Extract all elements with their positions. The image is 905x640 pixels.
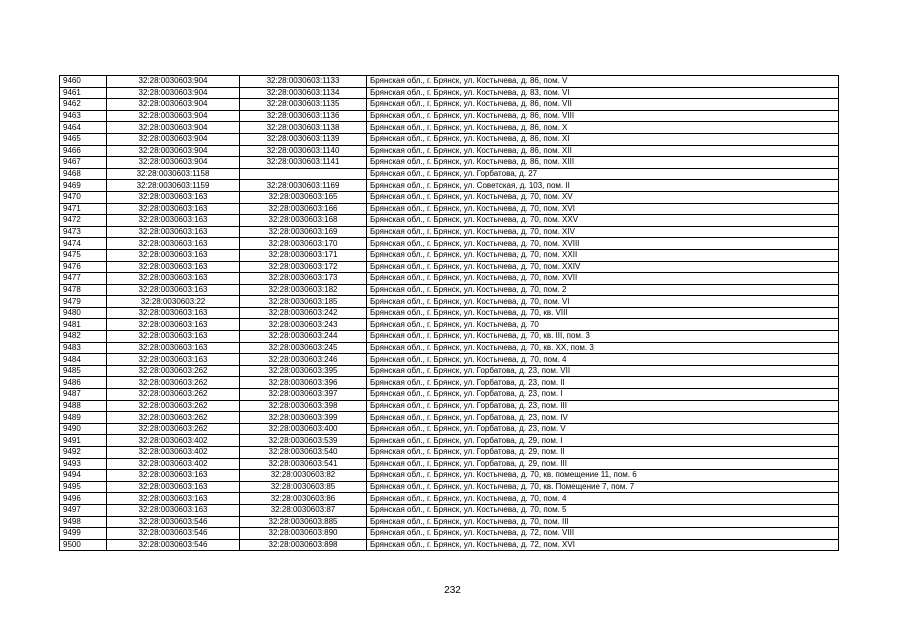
table-row <box>60 423 839 435</box>
address-cell: Брянская обл., г. Брянск, ул. Костычева, д. 86, пом. XI <box>367 133 839 145</box>
table-row <box>60 203 839 215</box>
parent-cadastral-number-cell: 32:28:0030603:546 <box>107 516 240 528</box>
row-number-cell: 9474 <box>60 238 107 250</box>
table-row <box>60 377 839 389</box>
table-row <box>60 400 839 412</box>
address-cell: Брянская обл., г. Брянск, ул. Костычева, д. 70 <box>367 319 839 331</box>
table-row <box>60 122 839 134</box>
parent-cadastral-number-cell: 32:28:0030603:163 <box>107 226 240 238</box>
cadastral-number-cell: 32:28:0030603:172 <box>240 261 367 273</box>
address-cell: Брянская обл., г. Брянск, ул. Костычева, д. 70, пом. XXIV <box>367 261 839 273</box>
address-cell: Брянская обл., г. Брянск, ул. Горбатова, д. 29, пом. II <box>367 447 839 459</box>
parent-cadastral-number-cell: 32:28:0030603:163 <box>107 191 240 203</box>
parent-cadastral-number-cell: 32:28:0030603:904 <box>107 99 240 111</box>
row-number-cell: 9479 <box>60 296 107 308</box>
table-row <box>60 238 839 250</box>
row-number-cell: 9497 <box>60 504 107 516</box>
table-row <box>60 458 839 470</box>
row-number-cell: 9469 <box>60 180 107 192</box>
address-cell: Брянская обл., г. Брянск, ул. Горбатова, д. 23, пом. I <box>367 389 839 401</box>
cadastral-number-cell: 32:28:0030603:168 <box>240 215 367 227</box>
row-number-cell: 9467 <box>60 157 107 169</box>
parent-cadastral-number-cell: 32:28:0030603:163 <box>107 273 240 285</box>
table-row <box>60 157 839 169</box>
table-row <box>60 365 839 377</box>
parent-cadastral-number-cell: 32:28:0030603:163 <box>107 354 240 366</box>
cadastral-number-cell: 32:28:0030603:173 <box>240 273 367 285</box>
cadastral-number-cell: 32:28:0030603:82 <box>240 470 367 482</box>
table-row <box>60 342 839 354</box>
cadastral-number-cell: 32:28:0030603:1133 <box>240 76 367 88</box>
parent-cadastral-number-cell: 32:28:0030603:163 <box>107 249 240 261</box>
table-body <box>60 76 839 551</box>
parent-cadastral-number-cell: 32:28:0030603:1158 <box>107 168 240 180</box>
row-number-cell: 9498 <box>60 516 107 528</box>
parent-cadastral-number-cell: 32:28:0030603:163 <box>107 203 240 215</box>
parent-cadastral-number-cell: 32:28:0030603:262 <box>107 389 240 401</box>
address-cell: Брянская обл., г. Брянск, ул. Костычева, д. 86, пом. VII <box>367 99 839 111</box>
row-number-cell: 9468 <box>60 168 107 180</box>
address-cell: Брянская обл., г. Брянск, ул. Костычева, д. 86, пом. XII <box>367 145 839 157</box>
cadastral-number-cell: 32:28:0030603:397 <box>240 389 367 401</box>
address-cell: Брянская обл., г. Брянск, ул. Костычева, д. 70, кв. помещение 11, пом. 6 <box>367 470 839 482</box>
table-row <box>60 133 839 145</box>
table-row <box>60 481 839 493</box>
cadastral-number-cell: 32:28:0030603:1140 <box>240 145 367 157</box>
table-row <box>60 470 839 482</box>
table-row <box>60 191 839 203</box>
cadastral-number-cell: 32:28:0030603:540 <box>240 447 367 459</box>
cadastral-number-cell: 32:28:0030603:87 <box>240 504 367 516</box>
table-row <box>60 307 839 319</box>
cadastral-registry-table <box>59 75 839 551</box>
address-cell: Брянская обл., г. Брянск, ул. Костычева, д. 70, кв. III, пом. 3 <box>367 331 839 343</box>
address-cell: Брянская обл., г. Брянск, ул. Горбатова, д. 23, пом. IV <box>367 412 839 424</box>
table-row <box>60 273 839 285</box>
address-cell: Брянская обл., г. Брянск, ул. Костычева, д. 70, пом. III <box>367 516 839 528</box>
table-row <box>60 447 839 459</box>
row-number-cell: 9495 <box>60 481 107 493</box>
address-cell: Брянская обл., г. Брянск, ул. Костычева, д. 70, пом. 4 <box>367 354 839 366</box>
parent-cadastral-number-cell: 32:28:0030603:163 <box>107 493 240 505</box>
cadastral-number-cell: 32:28:0030603:890 <box>240 528 367 540</box>
table-row <box>60 528 839 540</box>
parent-cadastral-number-cell: 32:28:0030603:262 <box>107 377 240 389</box>
address-cell: Брянская обл., г. Брянск, ул. Горбатова, д. 23, пом. III <box>367 400 839 412</box>
table-row <box>60 168 839 180</box>
row-number-cell: 9477 <box>60 273 107 285</box>
row-number-cell: 9490 <box>60 423 107 435</box>
parent-cadastral-number-cell: 32:28:0030603:163 <box>107 319 240 331</box>
table-row <box>60 215 839 227</box>
address-cell: Брянская обл., г. Брянск, ул. Костычева, д. 70, кв. VIII <box>367 307 839 319</box>
parent-cadastral-number-cell: 32:28:0030603:904 <box>107 87 240 99</box>
row-number-cell: 9463 <box>60 110 107 122</box>
table-row <box>60 284 839 296</box>
cadastral-number-cell: 32:28:0030603:539 <box>240 435 367 447</box>
cadastral-number-cell: 32:28:0030603:400 <box>240 423 367 435</box>
address-cell: Брянская обл., г. Брянск, ул. Костычева, д. 70, пом. XXII <box>367 249 839 261</box>
row-number-cell: 9470 <box>60 191 107 203</box>
row-number-cell: 9487 <box>60 389 107 401</box>
cadastral-number-cell: 32:28:0030603:1141 <box>240 157 367 169</box>
parent-cadastral-number-cell: 32:28:0030603:904 <box>107 133 240 145</box>
cadastral-number-cell: 32:28:0030603:185 <box>240 296 367 308</box>
cadastral-number-cell: 32:28:0030603:395 <box>240 365 367 377</box>
cadastral-number-cell: 32:28:0030603:1134 <box>240 87 367 99</box>
parent-cadastral-number-cell: 32:28:0030603:163 <box>107 238 240 250</box>
row-number-cell: 9489 <box>60 412 107 424</box>
row-number-cell: 9500 <box>60 539 107 551</box>
row-number-cell: 9464 <box>60 122 107 134</box>
table-row <box>60 539 839 551</box>
row-number-cell: 9462 <box>60 99 107 111</box>
address-cell: Брянская обл., г. Брянск, ул. Костычева, д. 86, пом. VIII <box>367 110 839 122</box>
address-cell: Брянская обл., г. Брянск, ул. Костычева, д. 70, кв. XX, пом. 3 <box>367 342 839 354</box>
parent-cadastral-number-cell: 32:28:0030603:262 <box>107 412 240 424</box>
cadastral-number-cell: 32:28:0030603:169 <box>240 226 367 238</box>
row-number-cell: 9485 <box>60 365 107 377</box>
table-row <box>60 389 839 401</box>
address-cell: Брянская обл., г. Брянск, ул. Костычева, д. 70, пом. XVII <box>367 273 839 285</box>
row-number-cell: 9483 <box>60 342 107 354</box>
row-number-cell: 9461 <box>60 87 107 99</box>
address-cell: Брянская обл., г. Брянск, ул. Костычева, д. 83, пом. VI <box>367 87 839 99</box>
row-number-cell: 9488 <box>60 400 107 412</box>
address-cell: Брянская обл., г. Брянск, ул. Горбатова, д. 23, пом. VII <box>367 365 839 377</box>
address-cell: Брянская обл., г. Брянск, ул. Костычева, д. 70, пом. XIV <box>367 226 839 238</box>
cadastral-number-cell: 32:28:0030603:242 <box>240 307 367 319</box>
row-number-cell: 9481 <box>60 319 107 331</box>
address-cell: Брянская обл., г. Брянск, ул. Костычева, д. 72, пом. VIII <box>367 528 839 540</box>
table-row <box>60 296 839 308</box>
address-cell: Брянская обл., г. Брянск, ул. Костычева, д. 70, пом. VI <box>367 296 839 308</box>
table-row <box>60 435 839 447</box>
row-number-cell: 9494 <box>60 470 107 482</box>
table-row <box>60 331 839 343</box>
row-number-cell: 9465 <box>60 133 107 145</box>
row-number-cell: 9476 <box>60 261 107 273</box>
table-row <box>60 145 839 157</box>
cadastral-number-cell: 32:28:0030603:398 <box>240 400 367 412</box>
cadastral-number-cell: 32:28:0030603:244 <box>240 331 367 343</box>
table-row <box>60 110 839 122</box>
parent-cadastral-number-cell: 32:28:0030603:262 <box>107 423 240 435</box>
page-number: 232 <box>444 585 461 596</box>
cadastral-number-cell <box>240 168 367 180</box>
table-row <box>60 504 839 516</box>
row-number-cell: 9475 <box>60 249 107 261</box>
cadastral-number-cell: 32:28:0030603:170 <box>240 238 367 250</box>
parent-cadastral-number-cell: 32:28:0030603:904 <box>107 76 240 88</box>
row-number-cell: 9471 <box>60 203 107 215</box>
row-number-cell: 9493 <box>60 458 107 470</box>
cadastral-number-cell: 32:28:0030603:1169 <box>240 180 367 192</box>
parent-cadastral-number-cell: 32:28:0030603:22 <box>107 296 240 308</box>
table-row <box>60 249 839 261</box>
table-row <box>60 516 839 528</box>
row-number-cell: 9466 <box>60 145 107 157</box>
address-cell: Брянская обл., г. Брянск, ул. Советская, д. 103, пом. II <box>367 180 839 192</box>
parent-cadastral-number-cell: 32:28:0030603:904 <box>107 110 240 122</box>
parent-cadastral-number-cell: 32:28:0030603:1159 <box>107 180 240 192</box>
cadastral-number-cell: 32:28:0030603:171 <box>240 249 367 261</box>
cadastral-number-cell: 32:28:0030603:898 <box>240 539 367 551</box>
address-cell: Брянская обл., г. Брянск, ул. Костычева, д. 70, пом. XV <box>367 191 839 203</box>
row-number-cell: 9473 <box>60 226 107 238</box>
parent-cadastral-number-cell: 32:28:0030603:163 <box>107 342 240 354</box>
row-number-cell: 9478 <box>60 284 107 296</box>
address-cell: Брянская обл., г. Брянск, ул. Костычева, д. 70, кв. Помещение 7, пом. 7 <box>367 481 839 493</box>
table-row <box>60 76 839 88</box>
address-cell: Брянская обл., г. Брянск, ул. Костычева, д. 72, пом. XVI <box>367 539 839 551</box>
parent-cadastral-number-cell: 32:28:0030603:546 <box>107 539 240 551</box>
cadastral-number-cell: 32:28:0030603:182 <box>240 284 367 296</box>
row-number-cell: 9460 <box>60 76 107 88</box>
row-number-cell: 9482 <box>60 331 107 343</box>
parent-cadastral-number-cell: 32:28:0030603:163 <box>107 504 240 516</box>
address-cell: Брянская обл., г. Брянск, ул. Костычева, д. 86, пом. X <box>367 122 839 134</box>
parent-cadastral-number-cell: 32:28:0030603:163 <box>107 470 240 482</box>
cadastral-number-cell: 32:28:0030603:541 <box>240 458 367 470</box>
cadastral-number-cell: 32:28:0030603:1136 <box>240 110 367 122</box>
cadastral-number-cell: 32:28:0030603:166 <box>240 203 367 215</box>
parent-cadastral-number-cell: 32:28:0030603:904 <box>107 157 240 169</box>
parent-cadastral-number-cell: 32:28:0030603:546 <box>107 528 240 540</box>
row-number-cell: 9480 <box>60 307 107 319</box>
cadastral-number-cell: 32:28:0030603:1139 <box>240 133 367 145</box>
cadastral-number-cell: 32:28:0030603:245 <box>240 342 367 354</box>
parent-cadastral-number-cell: 32:28:0030603:163 <box>107 307 240 319</box>
table-row <box>60 99 839 111</box>
address-cell: Брянская обл., г. Брянск, ул. Костычева, д. 70, пом. 2 <box>367 284 839 296</box>
table-row <box>60 87 839 99</box>
cadastral-number-cell: 32:28:0030603:165 <box>240 191 367 203</box>
row-number-cell: 9486 <box>60 377 107 389</box>
address-cell: Брянская обл., г. Брянск, ул. Горбатова, д. 27 <box>367 168 839 180</box>
address-cell: Брянская обл., г. Брянск, ул. Костычева, д. 86, пом. XIII <box>367 157 839 169</box>
parent-cadastral-number-cell: 32:28:0030603:262 <box>107 365 240 377</box>
table-row <box>60 412 839 424</box>
parent-cadastral-number-cell: 32:28:0030603:163 <box>107 331 240 343</box>
row-number-cell: 9492 <box>60 447 107 459</box>
cadastral-number-cell: 32:28:0030603:85 <box>240 481 367 493</box>
cadastral-number-cell: 32:28:0030603:885 <box>240 516 367 528</box>
table-row <box>60 180 839 192</box>
address-cell: Брянская обл., г. Брянск, ул. Горбатова, д. 29, пом. I <box>367 435 839 447</box>
cadastral-number-cell: 32:28:0030603:1138 <box>240 122 367 134</box>
parent-cadastral-number-cell: 32:28:0030603:262 <box>107 400 240 412</box>
parent-cadastral-number-cell: 32:28:0030603:402 <box>107 458 240 470</box>
address-cell: Брянская обл., г. Брянск, ул. Горбатова, д. 23, пом. V <box>367 423 839 435</box>
address-cell: Брянская обл., г. Брянск, ул. Костычева, д. 70, пом. 5 <box>367 504 839 516</box>
parent-cadastral-number-cell: 32:28:0030603:163 <box>107 215 240 227</box>
parent-cadastral-number-cell: 32:28:0030603:163 <box>107 481 240 493</box>
row-number-cell: 9496 <box>60 493 107 505</box>
parent-cadastral-number-cell: 32:28:0030603:402 <box>107 447 240 459</box>
parent-cadastral-number-cell: 32:28:0030603:163 <box>107 261 240 273</box>
address-cell: Брянская обл., г. Брянск, ул. Костычева, д. 70, пом. XVIII <box>367 238 839 250</box>
address-cell: Брянская обл., г. Брянск, ул. Костычева, д. 86, пом. V <box>367 76 839 88</box>
cadastral-number-cell: 32:28:0030603:396 <box>240 377 367 389</box>
address-cell: Брянская обл., г. Брянск, ул. Костычева, д. 70, пом. XVI <box>367 203 839 215</box>
table-row <box>60 319 839 331</box>
cadastral-number-cell: 32:28:0030603:1135 <box>240 99 367 111</box>
table-row <box>60 493 839 505</box>
cadastral-number-cell: 32:28:0030603:246 <box>240 354 367 366</box>
cadastral-number-cell: 32:28:0030603:86 <box>240 493 367 505</box>
address-cell: Брянская обл., г. Брянск, ул. Горбатова, д. 29, пом. III <box>367 458 839 470</box>
row-number-cell: 9484 <box>60 354 107 366</box>
table-row <box>60 261 839 273</box>
row-number-cell: 9499 <box>60 528 107 540</box>
table-row <box>60 226 839 238</box>
cadastral-number-cell: 32:28:0030603:243 <box>240 319 367 331</box>
table-row <box>60 354 839 366</box>
address-cell: Брянская обл., г. Брянск, ул. Костычева, д. 70, пом. 4 <box>367 493 839 505</box>
row-number-cell: 9491 <box>60 435 107 447</box>
address-cell: Брянская обл., г. Брянск, ул. Костычева, д. 70, пом. XXV <box>367 215 839 227</box>
parent-cadastral-number-cell: 32:28:0030603:904 <box>107 122 240 134</box>
parent-cadastral-number-cell: 32:28:0030603:402 <box>107 435 240 447</box>
row-number-cell: 9472 <box>60 215 107 227</box>
address-cell: Брянская обл., г. Брянск, ул. Горбатова, д. 23, пом. II <box>367 377 839 389</box>
parent-cadastral-number-cell: 32:28:0030603:163 <box>107 284 240 296</box>
parent-cadastral-number-cell: 32:28:0030603:904 <box>107 145 240 157</box>
cadastral-number-cell: 32:28:0030603:399 <box>240 412 367 424</box>
